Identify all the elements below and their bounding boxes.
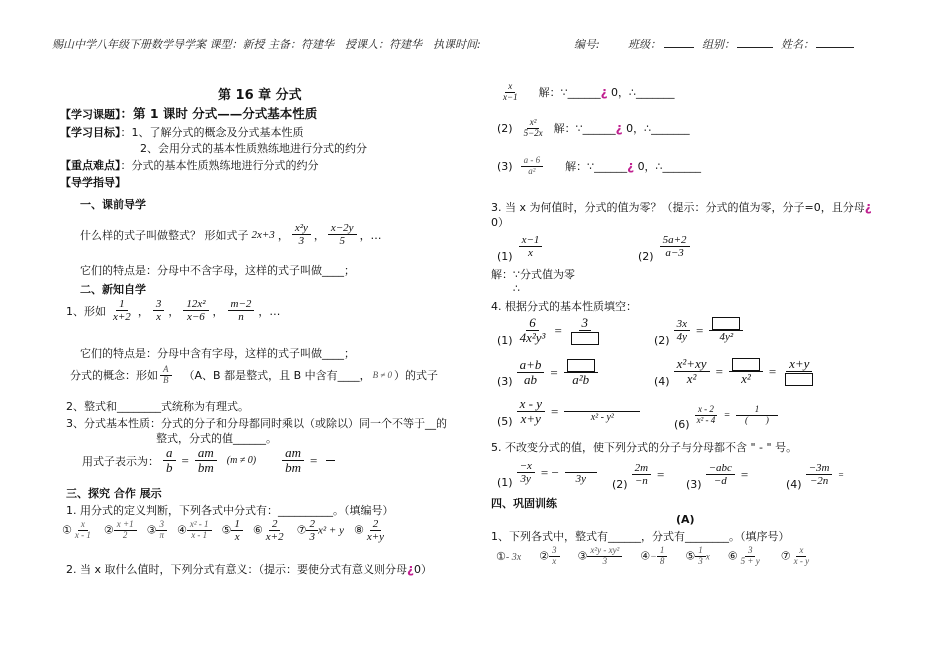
s2-feature: 它们的特点是：分母中含有字母，这样的式子叫做____； [80,347,355,360]
item-3b: 整式，分式的值______。 [156,432,277,445]
q3-text-end: 0） [491,216,509,229]
s3-question-2: 2. 当 x 取什么值时，下列分式有意义：（提示：要使分式有意义则分母¿0） [66,562,432,576]
s3-items: ① $\frac{x}{x - 1}$ ② $\frac{x +1}{2}$ ③ $\frac{3}{\pi}$ ④ $\frac{\text{x² - 1}}{x - 1}$ ⑤ $\frac{1}{x}$ ⑥ $\frac{2}{x+2}$ ⑦ $\frac{2}{3}$ x² + y ⑧ $\frac{2}{x+y}$ [62,518,385,544]
key-label: 【重点难点】 [60,159,121,172]
section-1-title: 一、课前导学 [80,198,146,211]
s4-items: ①- 3x ② $\frac{3}{x}$ ③ $\frac{\text{x²y - xy²}}{3}$ ④− $\frac{1}{8}$ ⑤ $\frac{1}{3}$ x ⑥ $\frac{3}{5 + y}$ ⑦ $\frac{x}{x - y}$ [496,545,810,566]
q5-title: 5. 不改变分式的值，使下列分式的分子与分母都不含 " - " 号。 [491,441,798,454]
q2-row-2: (2) x² 5−2x 解：∵______¿ 0，∴_______ [497,117,690,138]
topic-label: 【学习课题】 [60,108,121,121]
s1-feature: 它们的特点是：分母中不含字母，这样的式子叫做____； [80,264,355,277]
q4-item-3: (3) $\frac{a+b}{ab}$ = a²b [497,357,598,388]
q3-solution-1: 解：∵分式值为零 [491,268,575,281]
q5-item-2: (2) $\frac{2m}{-n}$ = [612,461,665,491]
q5-item-4: (4) $\frac{-3m}{-2n}$ = [786,461,844,491]
q4-item-2: (2) $\frac{3x}{4y}$ = 4y² [654,314,743,347]
name-blank[interactable] [816,47,854,48]
name-label: 姓名： [781,38,814,51]
s3-question-1: 1. 用分式的定义判断，下列各式中分式有：__________。（填编号） [66,504,394,517]
class-blank[interactable] [664,47,694,48]
goal-1: ：1、了解分式的概念及分式基本性质 [120,126,304,139]
s4-question-1: 1、下列各式中，整式有______，分式有________。（填序号） [491,530,790,543]
group-blank[interactable] [737,47,773,48]
level-a: (A) [676,513,695,526]
section-4-title: 四、巩固训练 [491,497,557,510]
q5-item-1: (1) $\frac{-x}{3y}$ = − 3y [497,456,597,489]
guide-label: 【导学指导】 [60,176,126,189]
section-2-title: 二、新知自学 [80,283,146,296]
fraction-concept: 分式的概念：形如 A B （A、B 都是整式，且 B 中含有____， B ≠ 0 ）的式子 [70,364,439,385]
item-3a: 3、分式基本性质：分式的分子和分母都同时乘以（或除以）同一个不等于__的 [66,417,447,430]
key-points: ：分式的基本性质熟练地进行分式的约分 [120,159,319,172]
q3-solution-2: ∴ [513,282,520,295]
topic: ：第 1 课时 分式——分式基本性质 [120,106,318,121]
q4-item-6: (6) $\frac{x - 2}{\text{x² - 4}}$ = 1 ( ) [674,400,778,431]
question-mark-glyph: ¿ [407,562,414,576]
q4-item-5: (5) $\frac{x - y}{x+y}$ = x² - y² [497,395,640,428]
group-label: 组别： [702,38,735,51]
s1-question: 什么样的式子叫做整式？ 形如式子 2x+3 ， x²y 3 ， x−2y 5 ，… [80,222,382,248]
property-formula: 用式子表示为： $\frac{a}{b}$ = $\frac{am}{bm}$ (m ≠ 0) $\frac{am}{bm}$ = [82,446,337,476]
q4-title: 4. 根据分式的基本性质填空： [491,300,637,313]
q3-text: 3. 当 x 为何值时，分式的值为零？（提示：分式的值为零，分子=0，且分母¿ [491,200,872,214]
goal-2: 2、会用分式的基本性质熟练地进行分式的约分 [140,142,367,155]
q2-row-1: x x−1 解：∵______¿ 0，∴_______ [503,81,675,102]
q5-item-3: (3) −abc −d = [686,461,749,491]
q3-fraction-1: (1) x−1 x [497,230,542,263]
goal-label: 【学习目标】 [60,126,121,139]
q2-row-3: (3) a - 6 a² 解：∵______¿ 0，∴_______ [497,155,702,176]
q4-item-1: (1) $\frac{6}{\text{4x²y³}}$ = 3 [497,314,602,347]
number-label: 编号: [574,38,600,51]
s2-examples: 1、形如 1 x+2 ， 3 x ， 12x² x−6 ， m−2 n ，… [66,298,281,324]
header-text: 赐山中学八年级下册数学导学案 课型：新授 主备：符建华 授课人：符建华 执课时间: [52,38,481,51]
item-2: 2、整式和________式统称为有理式。 [66,400,249,413]
class-label: 班级： [628,38,661,51]
section-3-title: 三、探究 合作 展示 [66,487,162,500]
q3-fraction-2: (2) 5a+2 a−3 [638,230,690,263]
chapter-title: 第 16 章 分式 [218,88,302,103]
q4-item-4: (4) $\frac{\text{x²+xy}}{\text{x²}}$ = x² = x+y [654,355,816,388]
